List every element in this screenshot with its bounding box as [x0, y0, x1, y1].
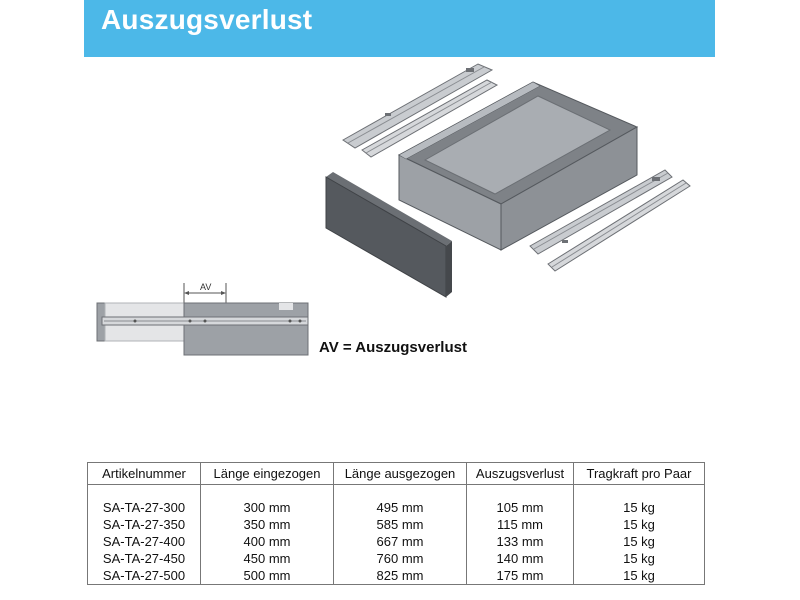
table-cell: SA-TA-27-400: [88, 533, 201, 550]
table-cell: 15 kg: [574, 499, 705, 516]
slide-specification-table: [87, 462, 705, 585]
table-cell: 400 mm: [201, 533, 334, 550]
column-header: Tragkraft pro Paar: [574, 463, 705, 485]
table-cell: 350 mm: [201, 516, 334, 533]
table-cell: 115 mm: [467, 516, 574, 533]
column-header: Artikelnummer: [88, 463, 201, 485]
table-row: [88, 516, 705, 533]
table-cell: 500 mm: [201, 567, 334, 585]
table-spacer-row: [88, 485, 705, 500]
table-cell: 495 mm: [334, 499, 467, 516]
table-cell: 15 kg: [574, 533, 705, 550]
table-row: [88, 533, 705, 550]
av-dimension-label: AV: [200, 282, 212, 292]
table-cell: 760 mm: [334, 550, 467, 567]
table-row: [88, 567, 705, 585]
column-header: Länge ausgezogen: [334, 463, 467, 485]
column-header: Auszugsverlust: [467, 463, 574, 485]
table-cell: 300 mm: [201, 499, 334, 516]
table-cell: 585 mm: [334, 516, 467, 533]
side-view-schematic: [97, 303, 308, 355]
table-row: [88, 550, 705, 567]
page-title: Auszugsverlust: [101, 4, 313, 35]
table-header-row: [88, 463, 705, 485]
table-cell: 175 mm: [467, 567, 574, 585]
table-cell: SA-TA-27-500: [88, 567, 201, 585]
table-row: [88, 499, 705, 516]
table-cell: 15 kg: [574, 567, 705, 585]
drawer-box: [399, 82, 637, 250]
table-cell: 140 mm: [467, 550, 574, 567]
column-header: Länge eingezogen: [201, 463, 334, 485]
table-cell: 15 kg: [574, 550, 705, 567]
table-cell: 825 mm: [334, 567, 467, 585]
table-cell: SA-TA-27-300: [88, 499, 201, 516]
table-cell: 450 mm: [201, 550, 334, 567]
table-cell: 667 mm: [334, 533, 467, 550]
table-cell: 105 mm: [467, 499, 574, 516]
table-cell: SA-TA-27-350: [88, 516, 201, 533]
av-definition-caption: AV = Auszugsverlust: [319, 339, 467, 356]
table-cell: 133 mm: [467, 533, 574, 550]
table-cell: SA-TA-27-450: [88, 550, 201, 567]
table-cell: 15 kg: [574, 516, 705, 533]
